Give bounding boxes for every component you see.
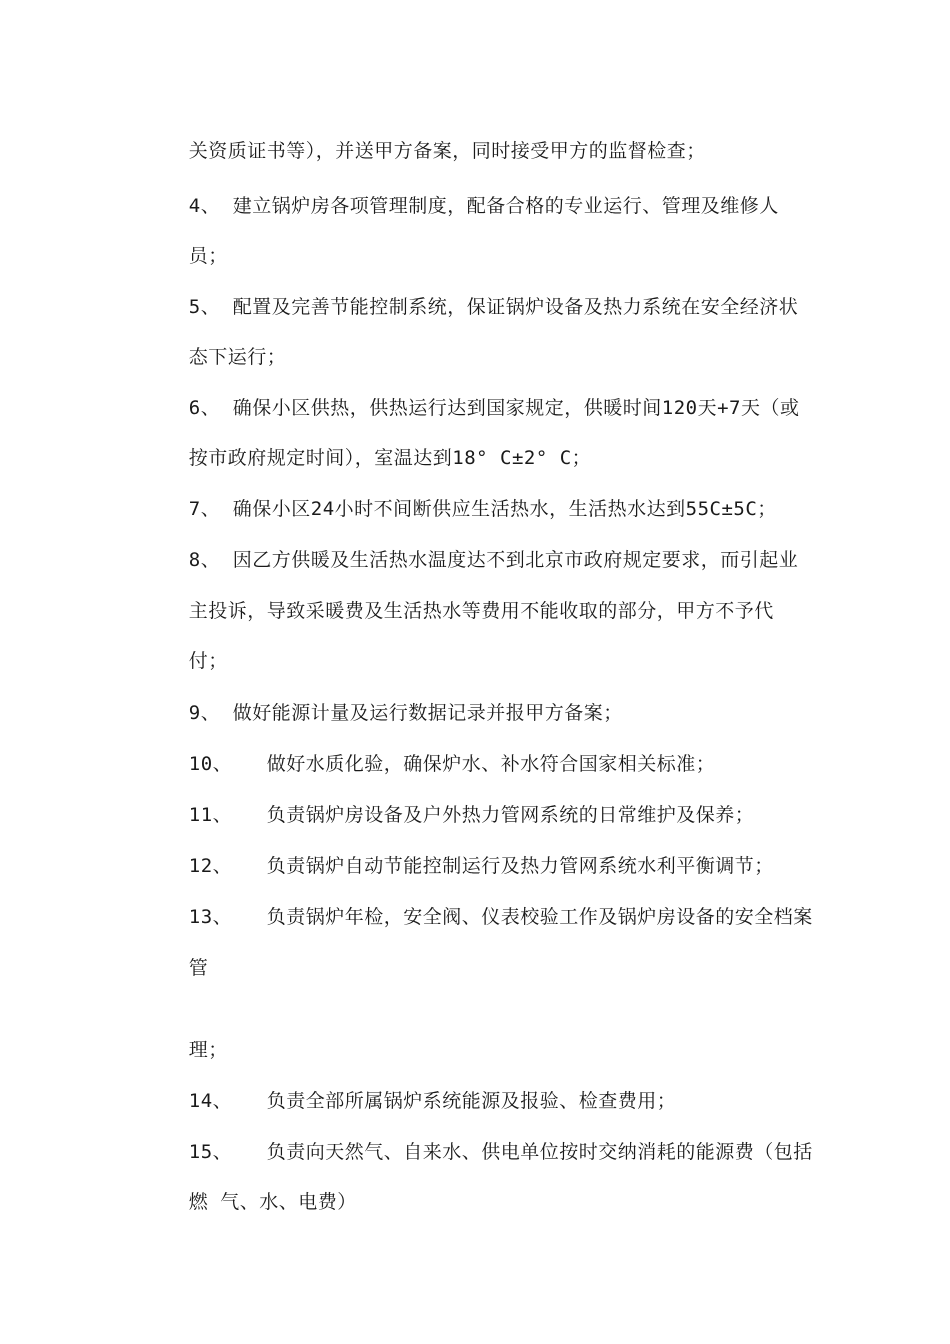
item-text: 负责锅炉自动节能控制运行及热力管网系统水利平衡调节；: [266, 855, 774, 877]
item-number: 6、: [188, 397, 221, 419]
item-number: 4、: [188, 195, 221, 217]
line-text: 员；: [188, 245, 228, 267]
item-number: 11、: [188, 804, 233, 826]
item-text: 确保小区供热，供热运行达到国家规定，供暖时间120天+7天（或: [232, 397, 800, 419]
text-line: [141, 1163, 357, 1241]
line-text: 管: [188, 957, 209, 979]
item-number: 13、: [188, 906, 233, 928]
line-text: 燃 气、水、电费）: [188, 1191, 357, 1213]
line-text: 主投诉，导致采暖费及生活热水等费用不能收取的部分，甲方不予代: [188, 600, 774, 622]
line-text: 关资质证书等），并送甲方备案，同时接受甲方的监督检查；: [188, 140, 706, 162]
item-text: 因乙方供暖及生活热水温度达不到北京市政府规定要求，而引起业: [232, 549, 799, 571]
line-text: 理；: [188, 1039, 228, 1061]
list-item: [141, 878, 813, 956]
item-number: 10、: [188, 753, 233, 775]
item-text: 负责向天然气、自来水、供电单位按时交纳消耗的能源费（包括: [266, 1141, 813, 1163]
line-text: 按市政府规定时间），室温达到18° C±2° C；: [188, 447, 592, 469]
text-line: [141, 929, 208, 1007]
item-number: 12、: [188, 855, 233, 877]
item-text: 确保小区24小时不间断供应生活热水，生活热水达到55C±5C；: [232, 498, 777, 520]
line-text: 付；: [188, 650, 228, 672]
item-text: 负责锅炉年检，安全阀、仪表校验工作及锅炉房设备的安全档案: [266, 906, 813, 928]
item-text: 配置及完善节能控制系统，保证锅炉设备及热力系统在安全经济状: [232, 296, 799, 318]
item-text: 负责全部所属锅炉系统能源及报验、检查费用；: [266, 1090, 677, 1112]
item-text: 负责锅炉房设备及户外热力管网系统的日常维护及保养；: [266, 804, 755, 826]
item-text: 做好能源计量及运行数据记录并报甲方备案；: [232, 702, 623, 724]
item-number: 15、: [188, 1141, 233, 1163]
item-text: 做好水质化验，确保炉水、补水符合国家相关标准；: [266, 753, 716, 775]
list-item: [141, 167, 779, 245]
item-text: 建立锅炉房各项管理制度，配备合格的专业运行、管理及维修人: [232, 195, 779, 217]
item-number: 14、: [188, 1090, 233, 1112]
item-number: 7、: [188, 498, 221, 520]
item-number: 5、: [188, 296, 221, 318]
item-number: 9、: [188, 702, 221, 724]
item-number: 8、: [188, 549, 221, 571]
line-text: 态下运行；: [188, 346, 287, 368]
text-line: [141, 572, 774, 650]
